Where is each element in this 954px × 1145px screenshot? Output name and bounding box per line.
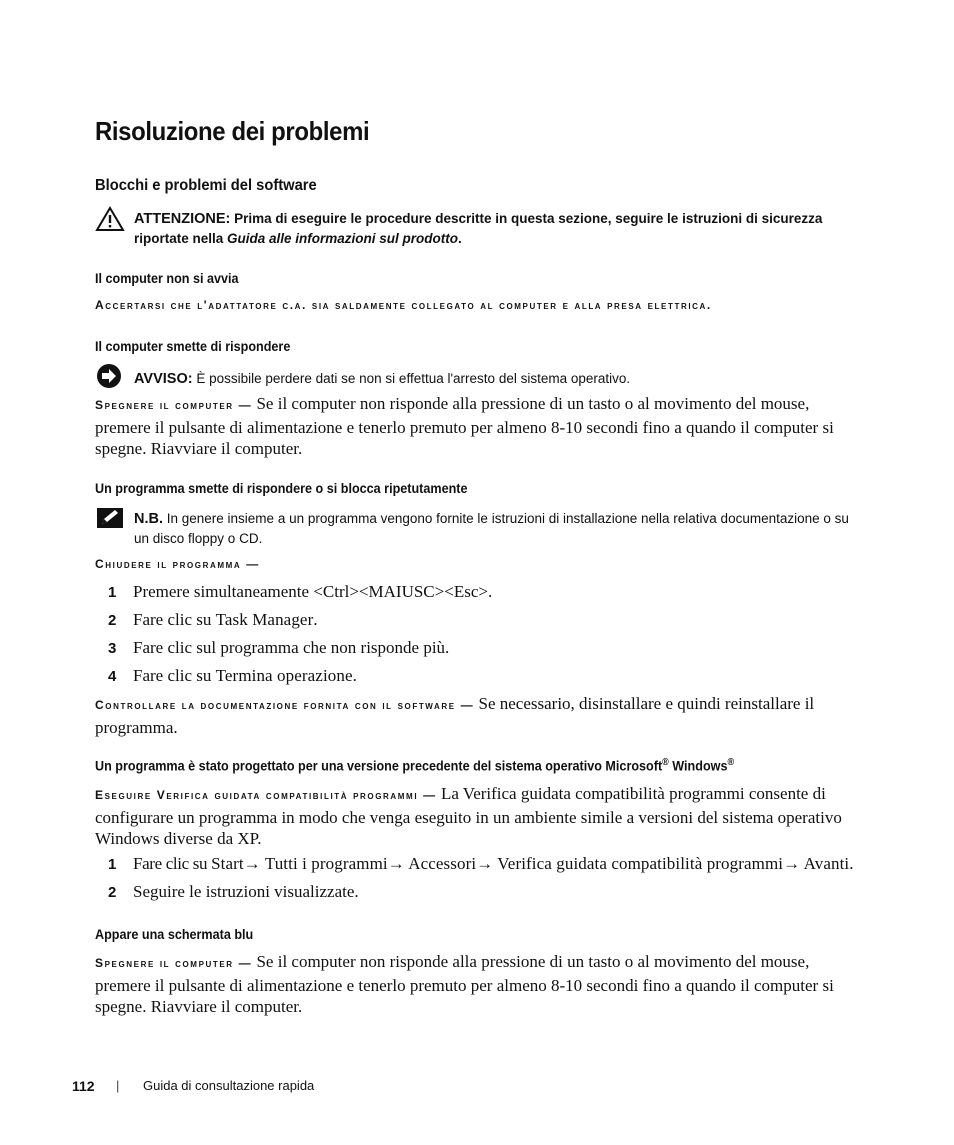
step-item xyxy=(108,854,853,874)
caution-end: . xyxy=(458,231,462,246)
step-number: 3 xyxy=(108,640,117,657)
heading-blue-screen: Appare una schermata blu xyxy=(95,926,254,942)
step-number: 1 xyxy=(108,856,117,873)
caution-label: ATTENZIONE: xyxy=(134,211,231,227)
heading-text: Un programma è stato progettato per una versione precedente del sistema operativo Microsoft xyxy=(95,757,663,774)
close-program-lead: Chiudere il programma — xyxy=(95,557,260,571)
heading-program-stops: Un programma smette di rispondere o si blocca ripetutamente xyxy=(95,480,468,496)
step-number: 2 xyxy=(108,884,117,901)
section-heading: Blocchi e problemi del software xyxy=(95,177,317,194)
pencil-note-icon xyxy=(96,507,124,529)
step-text: Fare clic sul programma che non risponde più. xyxy=(133,638,450,657)
turn-off-paragraph-2 xyxy=(95,951,860,1018)
registered-mark: ® xyxy=(662,757,669,768)
check-doc-text: Se necessario, disinstallare e quindi reinstallare il programma. xyxy=(95,694,815,737)
step-text: Seguire le istruzioni visualizzate. xyxy=(133,882,359,901)
notice-text: È possibile perdere dati se non si effettua l'arresto del sistema operativo. xyxy=(196,371,631,386)
turn-off-lead: Spegnere il computer — xyxy=(95,398,253,412)
step-number: 1 xyxy=(108,584,117,601)
turn-off-paragraph xyxy=(95,393,860,460)
step-item xyxy=(108,638,449,658)
step-text: Fare clic su xyxy=(133,854,212,873)
step-text: Fare clic su xyxy=(133,666,216,685)
notice-icon xyxy=(96,363,122,389)
notice-note xyxy=(134,369,864,389)
page-number: 112 xyxy=(72,1078,95,1094)
caution-italic: Guida alle informazioni sul prodotto xyxy=(227,231,459,246)
page-title: Risoluzione dei problemi xyxy=(95,116,370,146)
nb-text: In genere insieme a un programma vengono fornite le istruzioni di installazione nella relativa documentazione o su un disco floppy o CD. xyxy=(134,511,849,546)
check-doc-paragraph xyxy=(95,693,860,738)
registered-mark: ® xyxy=(727,757,735,768)
turn-off-lead-2: Spegnere il computer — xyxy=(95,956,253,970)
warning-triangle-icon xyxy=(95,206,125,232)
heading-windows: Windows xyxy=(668,757,728,774)
step-item xyxy=(108,666,357,686)
turn-off-text: Se il computer non risponde alla pressione di un tasto o al movimento del mouse, premere il pulsante di alimentazione e tenerlo premuto per almeno 8-10 secondi fino a quando il computer si spegne. Riavviare il computer. xyxy=(95,394,834,458)
step-number: 4 xyxy=(108,668,117,685)
caution-note xyxy=(134,209,864,248)
heading-no-start: Il computer non si avvia xyxy=(95,270,239,286)
step-item xyxy=(108,610,318,630)
wizard-text: La Verifica guidata compatibilità programmi consente di configurare un programma in modo che venga eseguito in un ambiente simile a versioni del sistema operativo Windows diverse da XP. xyxy=(95,784,842,848)
wizard-paragraph xyxy=(95,783,860,850)
footer-separator: | xyxy=(116,1078,120,1093)
notice-label: AVVISO: xyxy=(134,371,193,387)
ui-label: Termina operazione xyxy=(215,666,353,685)
nb-label: N.B. xyxy=(134,511,163,527)
step-end: . xyxy=(313,610,318,629)
step-item xyxy=(108,582,492,602)
ui-label: Task Manager xyxy=(215,610,314,629)
heading-old-program xyxy=(95,757,734,774)
turn-off-text-2: Se il computer non risponde alla pressione di un tasto o al movimento del mouse, premere il pulsante di alimentazione e tenerlo premuto per almeno 8-10 secondi fino a quando il computer si spegne. Riavviare il computer. xyxy=(95,952,834,1016)
ui-label: Start→ Tutti i programmi→ Accessori→ Verifica guidata compatibilità programmi→ Avanti xyxy=(211,854,850,873)
step-end: . xyxy=(849,854,854,873)
step-text: Fare clic su xyxy=(133,610,216,629)
nb-note xyxy=(134,509,864,548)
footer-guide-title: Guida di consultazione rapida xyxy=(143,1078,315,1093)
step-item xyxy=(108,882,359,902)
wizard-lead: Eseguire Verifica guidata compatibilità programmi — xyxy=(95,788,437,802)
caution-text: Prima di eseguire le procedure descritte in questa sezione, seguire le istruzioni di sicurezza riportate nella xyxy=(134,211,823,246)
step-text: Premere simultaneamente <Ctrl><MAIUSC><Esc>. xyxy=(133,582,493,601)
heading-stops-responding: Il computer smette di rispondere xyxy=(95,338,291,354)
no-start-instruction: Accertarsi che l'adattatore c.a. sia saldamente collegato al computer e alla presa elettrica. xyxy=(95,298,712,312)
step-number: 2 xyxy=(108,612,117,629)
check-doc-lead: Controllare la documentazione fornita con il software — xyxy=(95,698,475,712)
step-end: . xyxy=(352,666,357,685)
